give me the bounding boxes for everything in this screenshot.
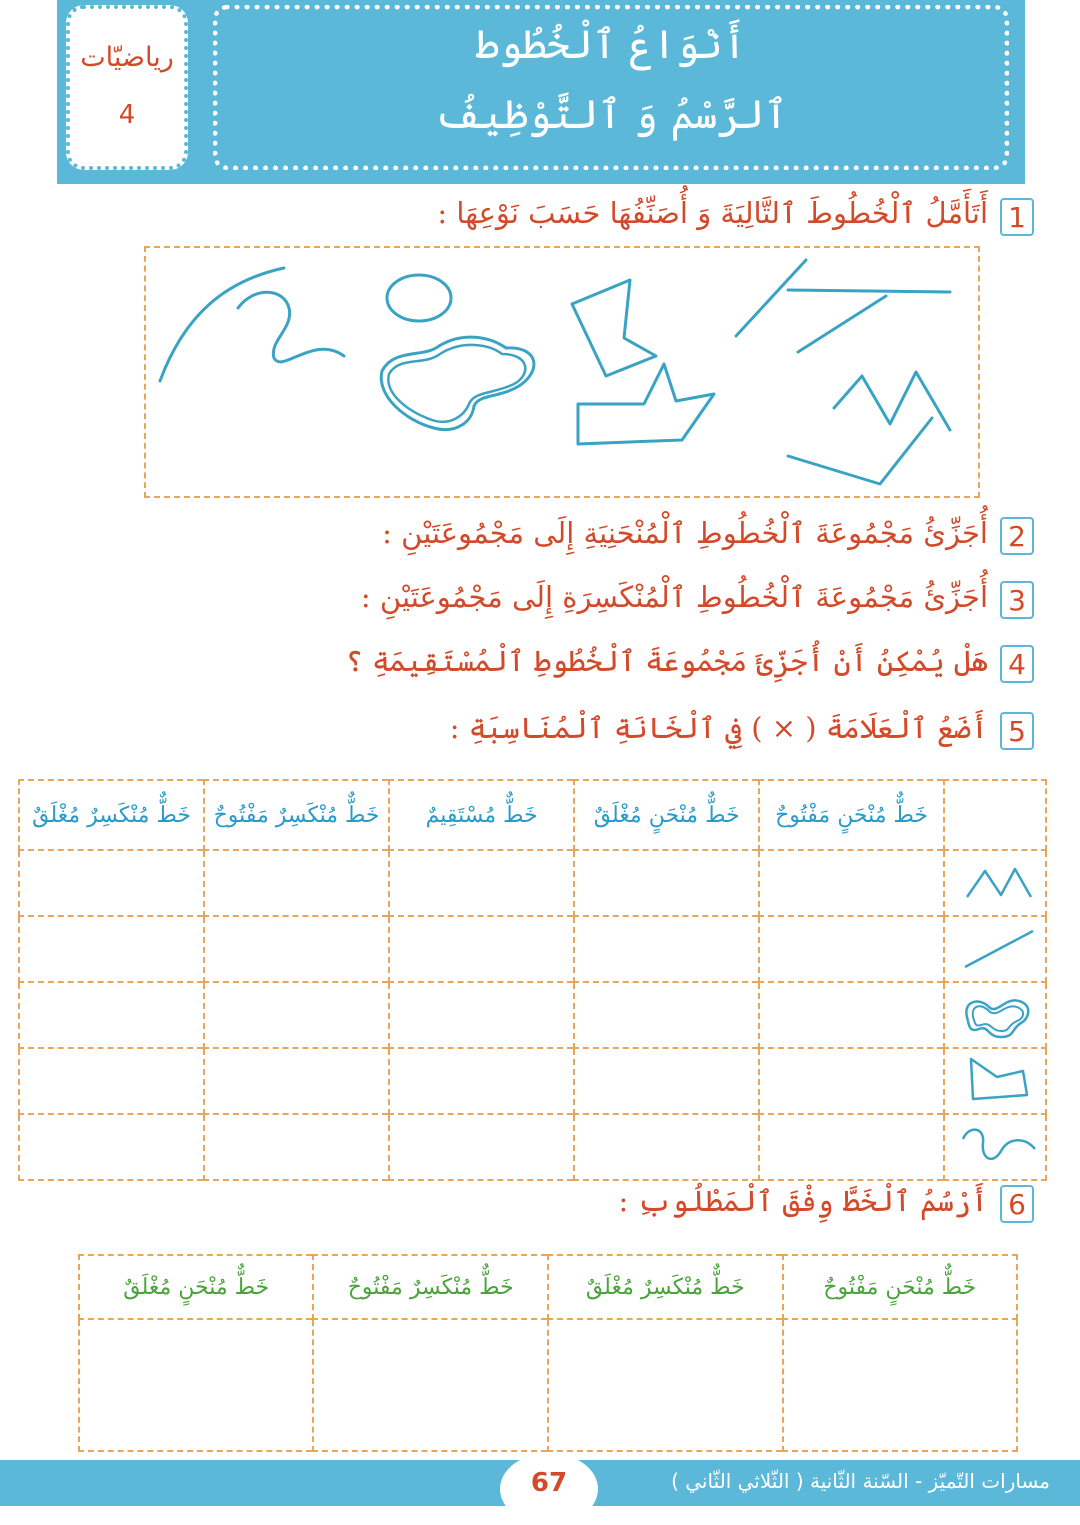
straight-line-1 — [736, 260, 806, 336]
closed-curve-blob — [381, 337, 534, 429]
answer-cell[interactable] — [759, 1114, 944, 1180]
answer-cell[interactable] — [19, 1114, 204, 1180]
answer-cell[interactable] — [204, 982, 389, 1048]
row-shape-zigzag — [944, 850, 1046, 916]
question-4-text: هَلْ يُمْكِنُ أَنْ أُجَزِّئَ مَجْمُوعَةَ ٱلْخُطُوطِ ٱلْمُسْتَقِيمَةِ ؟ — [345, 644, 988, 678]
closed-polyline-shape-icon — [949, 1049, 1045, 1109]
open-curve-arc — [160, 268, 284, 381]
draw-header-open-polyline: خَطٌّ مُنْكَسِرٌ مَفْتُوحٌ — [313, 1255, 548, 1319]
page-number: 67 — [530, 1468, 568, 1498]
answer-cell[interactable] — [389, 982, 574, 1048]
subject-name: رياضيّات — [80, 42, 174, 73]
answer-cell[interactable] — [19, 916, 204, 982]
question-2-number: 2 — [1000, 517, 1034, 555]
header-closed-polyline: خَطٌّ مُنْكَسِرٌ مُغْلَقٌ — [19, 780, 204, 850]
answer-cell[interactable] — [759, 982, 944, 1048]
question-5-number: 5 — [1000, 712, 1034, 750]
page-title: أَنْوَاعُ ٱلْخُطُوط — [475, 22, 747, 68]
answer-cell[interactable] — [389, 1048, 574, 1114]
answer-cell[interactable] — [389, 850, 574, 916]
answer-cell[interactable] — [389, 916, 574, 982]
subject-level: 4 — [118, 100, 136, 130]
answer-cell[interactable] — [574, 1048, 759, 1114]
row-shape-blob — [944, 982, 1046, 1048]
header-closed-curve: خَطٌّ مُنْحَنٍ مُغْلَقٌ — [574, 780, 759, 850]
closed-curve-blob-inner — [388, 345, 525, 422]
draw-header-closed-curve: خَطٌّ مُنْحَنٍ مُغْلَقٌ — [79, 1255, 313, 1319]
drawing-cell[interactable] — [79, 1319, 313, 1451]
open-curve-wave — [238, 292, 344, 362]
closed-polyline-kite — [572, 280, 656, 376]
zigzag-shape-icon — [949, 851, 1045, 911]
table-row — [19, 1048, 1046, 1114]
answer-cell[interactable] — [759, 850, 944, 916]
table-row — [19, 982, 1046, 1048]
question-2-text: أُجَزِّئُ مَجْمُوعَةَ ٱلْخُطُوطِ ٱلْمُنْحَنِيَةِ إِلَى مَجْمُوعَتَيْنِ : — [382, 516, 988, 550]
header-open-polyline: خَطٌّ مُنْكَسِرٌ مَفْتُوحٌ — [204, 780, 389, 850]
table-header-row — [19, 780, 1046, 850]
corner-cell — [944, 780, 1046, 850]
draw-header-closed-polyline: خَطٌّ مُنْكَسِرٌ مُغْلَقٌ — [548, 1255, 783, 1319]
table-header-row — [79, 1255, 1017, 1319]
subject-badge — [66, 5, 188, 170]
table-row — [19, 1114, 1046, 1180]
classification-table — [18, 779, 1047, 1181]
question-3-number: 3 — [1000, 581, 1034, 619]
straight-line-shape-icon — [949, 917, 1045, 977]
answer-cell[interactable] — [19, 982, 204, 1048]
question-5-text: أَضَعُ ٱلْعَلَامَةَ ( × ) فِي ٱلْخَانَةِ ٱلْمُنَاسِبَةِ : — [449, 711, 988, 745]
header-straight: خَطٌّ مُسْتَقِيمٌ — [389, 780, 574, 850]
table-row — [19, 850, 1046, 916]
answer-cell[interactable] — [759, 1048, 944, 1114]
answer-cell[interactable] — [204, 850, 389, 916]
closed-curve-shape-icon — [949, 983, 1045, 1043]
answer-cell[interactable] — [204, 916, 389, 982]
straight-line-2 — [788, 290, 950, 292]
straight-line-3 — [798, 296, 886, 352]
table-row — [19, 916, 1046, 982]
drawing-table — [78, 1254, 1018, 1452]
lines-figure — [144, 246, 980, 498]
row-shape-polygon — [944, 1048, 1046, 1114]
open-curve-shape-icon — [949, 1115, 1045, 1175]
answer-cell[interactable] — [574, 916, 759, 982]
answer-cell[interactable] — [574, 982, 759, 1048]
answer-cell[interactable] — [204, 1048, 389, 1114]
answer-cell[interactable] — [574, 850, 759, 916]
drawing-cell[interactable] — [313, 1319, 548, 1451]
question-1-number: 1 — [1000, 198, 1034, 236]
drawing-cell[interactable] — [548, 1319, 783, 1451]
question-1-text: أَتَأَمَّلُ ٱلْخُطُوطَ ٱلتَّالِيَةَ وَ أُصَنِّفُهَا حَسَبَ نَوْعِهَا : — [437, 196, 988, 230]
header-open-curve: خَطٌّ مُنْحَنٍ مَفْتُوحٌ — [759, 780, 944, 850]
answer-cell[interactable] — [389, 1114, 574, 1180]
row-shape-wave — [944, 1114, 1046, 1180]
answer-cell[interactable] — [759, 916, 944, 982]
open-polyline-zigzag — [834, 372, 950, 430]
footer-text: مسارات التّميّز - السّنة الثّانية ( الثّلاثي الثّاني ) — [671, 1469, 1050, 1493]
answer-cell[interactable] — [19, 1048, 204, 1114]
drawing-cell[interactable] — [783, 1319, 1017, 1451]
question-3-text: أُجَزِّئُ مَجْمُوعَةَ ٱلْخُطُوطِ ٱلْمُنْكَسِرَةِ إِلَى مَجْمُوعَتَيْنِ : — [360, 580, 988, 614]
closed-curve-circle — [387, 275, 451, 321]
question-4-number: 4 — [1000, 645, 1034, 683]
answer-cell[interactable] — [204, 1114, 389, 1180]
page-subtitle: ٱلرَّسْمُ وَ ٱلتَّوْظِيفُ — [434, 92, 788, 138]
draw-header-open-curve: خَطٌّ مُنْحَنٍ مَفْتُوحٌ — [783, 1255, 1017, 1319]
question-6-text: أَرْسُمُ ٱلْخَطَّ وِفْقَ ٱلْمَطْلُوبِ : — [618, 1184, 988, 1218]
open-polyline-v — [788, 418, 932, 484]
closed-polyline-crown — [578, 364, 714, 444]
table-row — [79, 1319, 1017, 1451]
answer-cell[interactable] — [19, 850, 204, 916]
row-shape-straight — [944, 916, 1046, 982]
question-6-number: 6 — [1000, 1185, 1034, 1223]
answer-cell[interactable] — [574, 1114, 759, 1180]
